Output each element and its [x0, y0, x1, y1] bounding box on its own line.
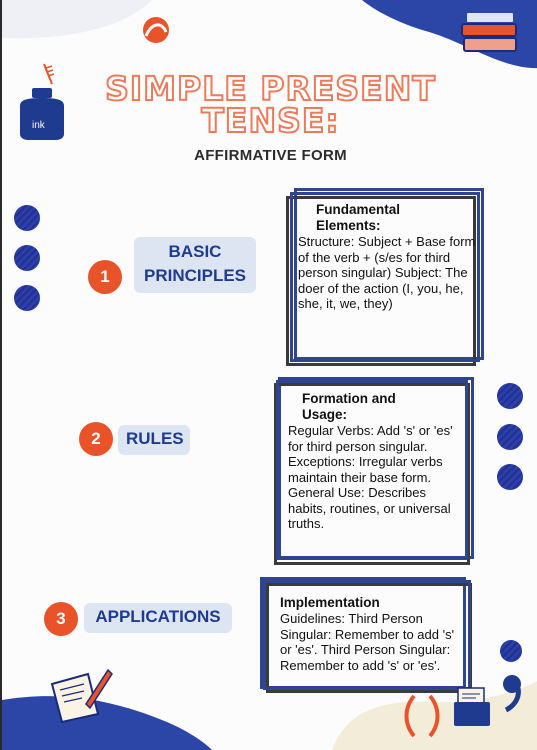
section-label-applications: APPLICATIONS — [84, 603, 232, 633]
section-box-2 — [272, 377, 476, 567]
section-box-1-text — [298, 202, 476, 354]
box-heading: Implementation — [280, 595, 380, 610]
decor-dot — [14, 245, 40, 271]
decor-dot — [500, 640, 522, 662]
box-heading: Fundamental — [316, 202, 401, 217]
page-subtitle: AFFIRMATIVE FORM — [194, 147, 347, 164]
box-heading: Formation and — [302, 391, 396, 406]
envelope-icon — [452, 686, 494, 730]
section-number-2: 2 — [79, 422, 113, 456]
decor-dot — [497, 383, 523, 409]
box-body: Guidelines: Third Person Singular: Remember to add 's' or 'es'. Third Person Singular: Remember to add 's' or 'es'. — [280, 611, 455, 673]
section-box-1 — [286, 188, 486, 368]
box-body: Structure: Subject + Base form of the verb + (s/es for third person singular) Subject: The doer of the action (I, you, he, she, it, we, they) — [298, 234, 476, 311]
decor-dot — [497, 464, 523, 490]
pen-paper-icon — [46, 664, 114, 724]
parentheses-icon — [402, 692, 442, 738]
decor-dot — [14, 285, 40, 311]
ink-label: ink — [32, 120, 45, 131]
decor-dot — [14, 205, 40, 231]
swirl-logo-icon — [138, 14, 174, 48]
section-label-rules: RULES — [118, 425, 190, 455]
section-box-2-text — [288, 391, 466, 553]
books-stack-icon — [458, 10, 526, 60]
comma-icon — [498, 674, 526, 714]
decor-dot — [497, 424, 523, 450]
section-box-3-text — [280, 595, 464, 687]
section-box-3 — [260, 577, 476, 695]
page-title-line1: SIMPLE PRESENT — [105, 69, 436, 108]
box-heading: Usage: — [302, 407, 348, 422]
section-label-line1: BASIC — [168, 242, 222, 261]
page-title-line2: TENSE: — [201, 101, 340, 140]
section-number-1: 1 — [88, 260, 122, 294]
section-label-basic-principles — [134, 237, 256, 293]
box-body: Regular Verbs: Add 's' or 'es' for third person singular. Exceptions: Irregular verbs maintain their base form. General Use: Describes habits, routines, or universal truths. — [288, 423, 453, 531]
box-heading: Elements: — [316, 218, 381, 233]
section-label-line2: PRINCIPLES — [143, 266, 247, 285]
section-number-3: 3 — [44, 602, 78, 636]
